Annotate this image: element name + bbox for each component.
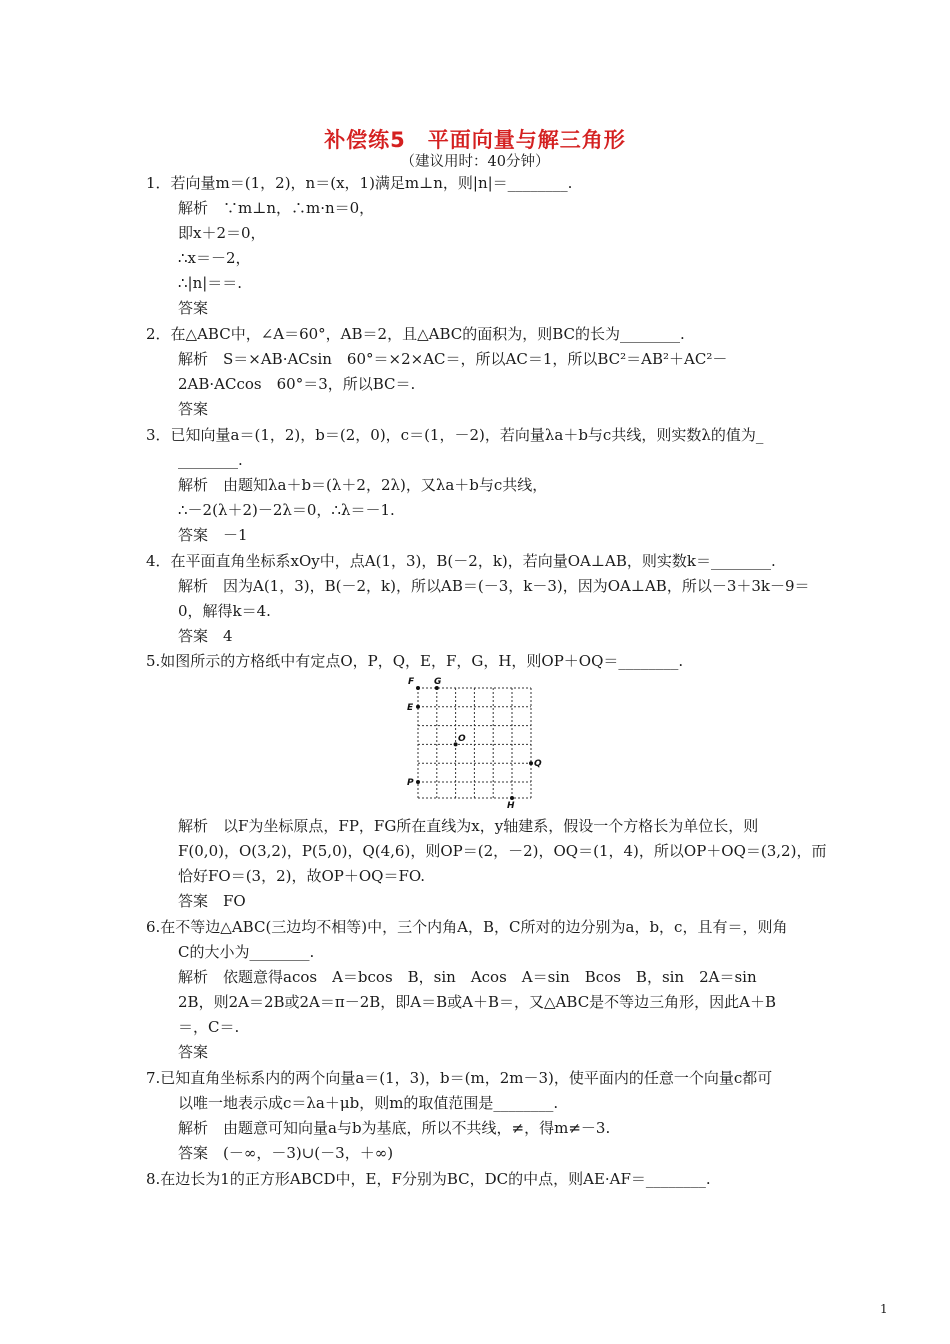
- solution-line: ________.: [178, 451, 243, 469]
- solution-line: 答案 (－∞，－3)∪(－3，＋∞): [178, 1144, 394, 1162]
- solution-line: 解析 ∵m⊥n，∴m·n＝0，: [178, 199, 375, 217]
- solution-line: 答案: [178, 400, 209, 418]
- solution-line: 2AB·ACcos 60°＝3，所以BC＝.: [178, 375, 416, 393]
- problem-line: 7.已知直角坐标系内的两个向量a＝(1，3)，b＝(m，2m－3)，使平面内的任意一个向量c都可: [146, 1069, 773, 1087]
- solution-line: 0，解得k＝4.: [178, 602, 271, 620]
- point-h: [510, 796, 514, 800]
- point-o: [454, 742, 458, 746]
- point-q: [529, 761, 533, 765]
- solution-line: ∴|n|＝＝.: [178, 274, 243, 292]
- grid-figure: [400, 670, 560, 810]
- solution-line: F(0,0)，O(3,2)，P(5,0)，Q(4,6)，则OP＝(2，－2)，OQ＝(1，4)，所以OP＋OQ＝(3,2)，而: [178, 842, 827, 860]
- solution-line: ∴x＝－2，: [178, 249, 251, 267]
- solution-line: 恰好FO＝(3，2)，故OP＋OQ＝FO.: [178, 867, 426, 885]
- problem-line: 6.在不等边△ABC(三边均不相等)中，三个内角A，B，C所对的边分别为a，b，c，且有＝，则角: [146, 918, 788, 936]
- solution-line: 解析 由题知λa＋b＝(λ＋2，2λ)，又λa＋b与c共线，: [178, 476, 548, 494]
- solution-line: ＝，C＝.: [178, 1018, 240, 1036]
- label-p: P: [407, 778, 414, 788]
- solution-line: 答案 4: [178, 627, 233, 645]
- grid-lines: [418, 688, 531, 798]
- page-subtitle: （建议用时：40分钟）: [400, 154, 550, 170]
- label-e: E: [407, 703, 414, 713]
- solution-line: 解析 由题意可知向量a与b为基底，所以不共线，≠，得m≠－3.: [178, 1119, 611, 1137]
- solution-line: 答案: [178, 1043, 209, 1061]
- solution-line: 答案 FO: [178, 892, 246, 910]
- solution-line: 解析 因为A(1，3)，B(－2，k)，所以AB＝(－3，k－3)，因为OA⊥AB，所以－3＋3k－9＝: [178, 577, 810, 595]
- problem-line: 1．若向量m＝(1，2)，n＝(x，1)满足m⊥n，则|n|＝________.: [146, 174, 573, 192]
- problem-line: 3．已知向量a＝(1，2)，b＝(2，0)，c＝(1，－2)，若向量λa＋b与c共线，则实数λ的值为_: [146, 426, 764, 444]
- solution-line: ∴－2(λ＋2)－2λ＝0，∴λ＝－1.: [178, 501, 395, 519]
- point-p: [416, 780, 420, 784]
- problem-line: 8.在边长为1的正方形ABCD中，E，F分别为BC，DC的中点，则AE·AF＝________.: [146, 1170, 711, 1188]
- solution-line: 解析 依题意得acos A＝bcos B，sin Acos A＝sin Bcos B，sin 2A＝sin: [178, 968, 757, 986]
- point-f: [416, 686, 420, 690]
- solution-line: C的大小为________.: [178, 943, 315, 961]
- page-number: 1: [880, 1302, 888, 1316]
- solution-line: 解析 以F为坐标原点，FP，FG所在直线为x，y轴建系，假设一个方格长为单位长，则: [178, 817, 759, 835]
- solution-line: 2B，则2A＝2B或2A＝π－2B，即A＝B或A＋B＝，又△ABC是不等边三角形，因此A＋B: [178, 993, 777, 1011]
- label-q: Q: [534, 759, 542, 769]
- label-g: G: [434, 677, 442, 687]
- solution-line: 即x＋2＝0，: [178, 224, 266, 242]
- solution-line: 以唯一地表示成c＝λa＋μb，则m的取值范围是________.: [178, 1094, 559, 1112]
- page-title: 补偿练5 平面向量与解三角形: [324, 128, 626, 152]
- label-o: O: [458, 734, 466, 744]
- solution-line: 答案 －1: [178, 526, 248, 544]
- problem-line: 2．在△ABC中，∠A＝60°，AB＝2，且△ABC的面积为，则BC的长为________.: [146, 325, 685, 343]
- label-h: H: [507, 801, 515, 810]
- point-e: [416, 705, 420, 709]
- grid-points: [416, 686, 533, 800]
- solution-line: 解析 S＝×AB·ACsin 60°＝×2×AC＝，所以AC＝1，所以BC²＝AB²＋AC²－: [178, 350, 728, 368]
- problem-line: 4．在平面直角坐标系xOy中，点A(1，3)，B(－2，k)，若向量OA⊥AB，则实数k＝________.: [146, 552, 776, 570]
- problem-line: 5.如图所示的方格纸中有定点O，P，Q，E，F，G，H，则OP＋OQ＝________.: [146, 652, 684, 670]
- label-f: F: [408, 677, 415, 687]
- solution-line: 答案: [178, 299, 209, 317]
